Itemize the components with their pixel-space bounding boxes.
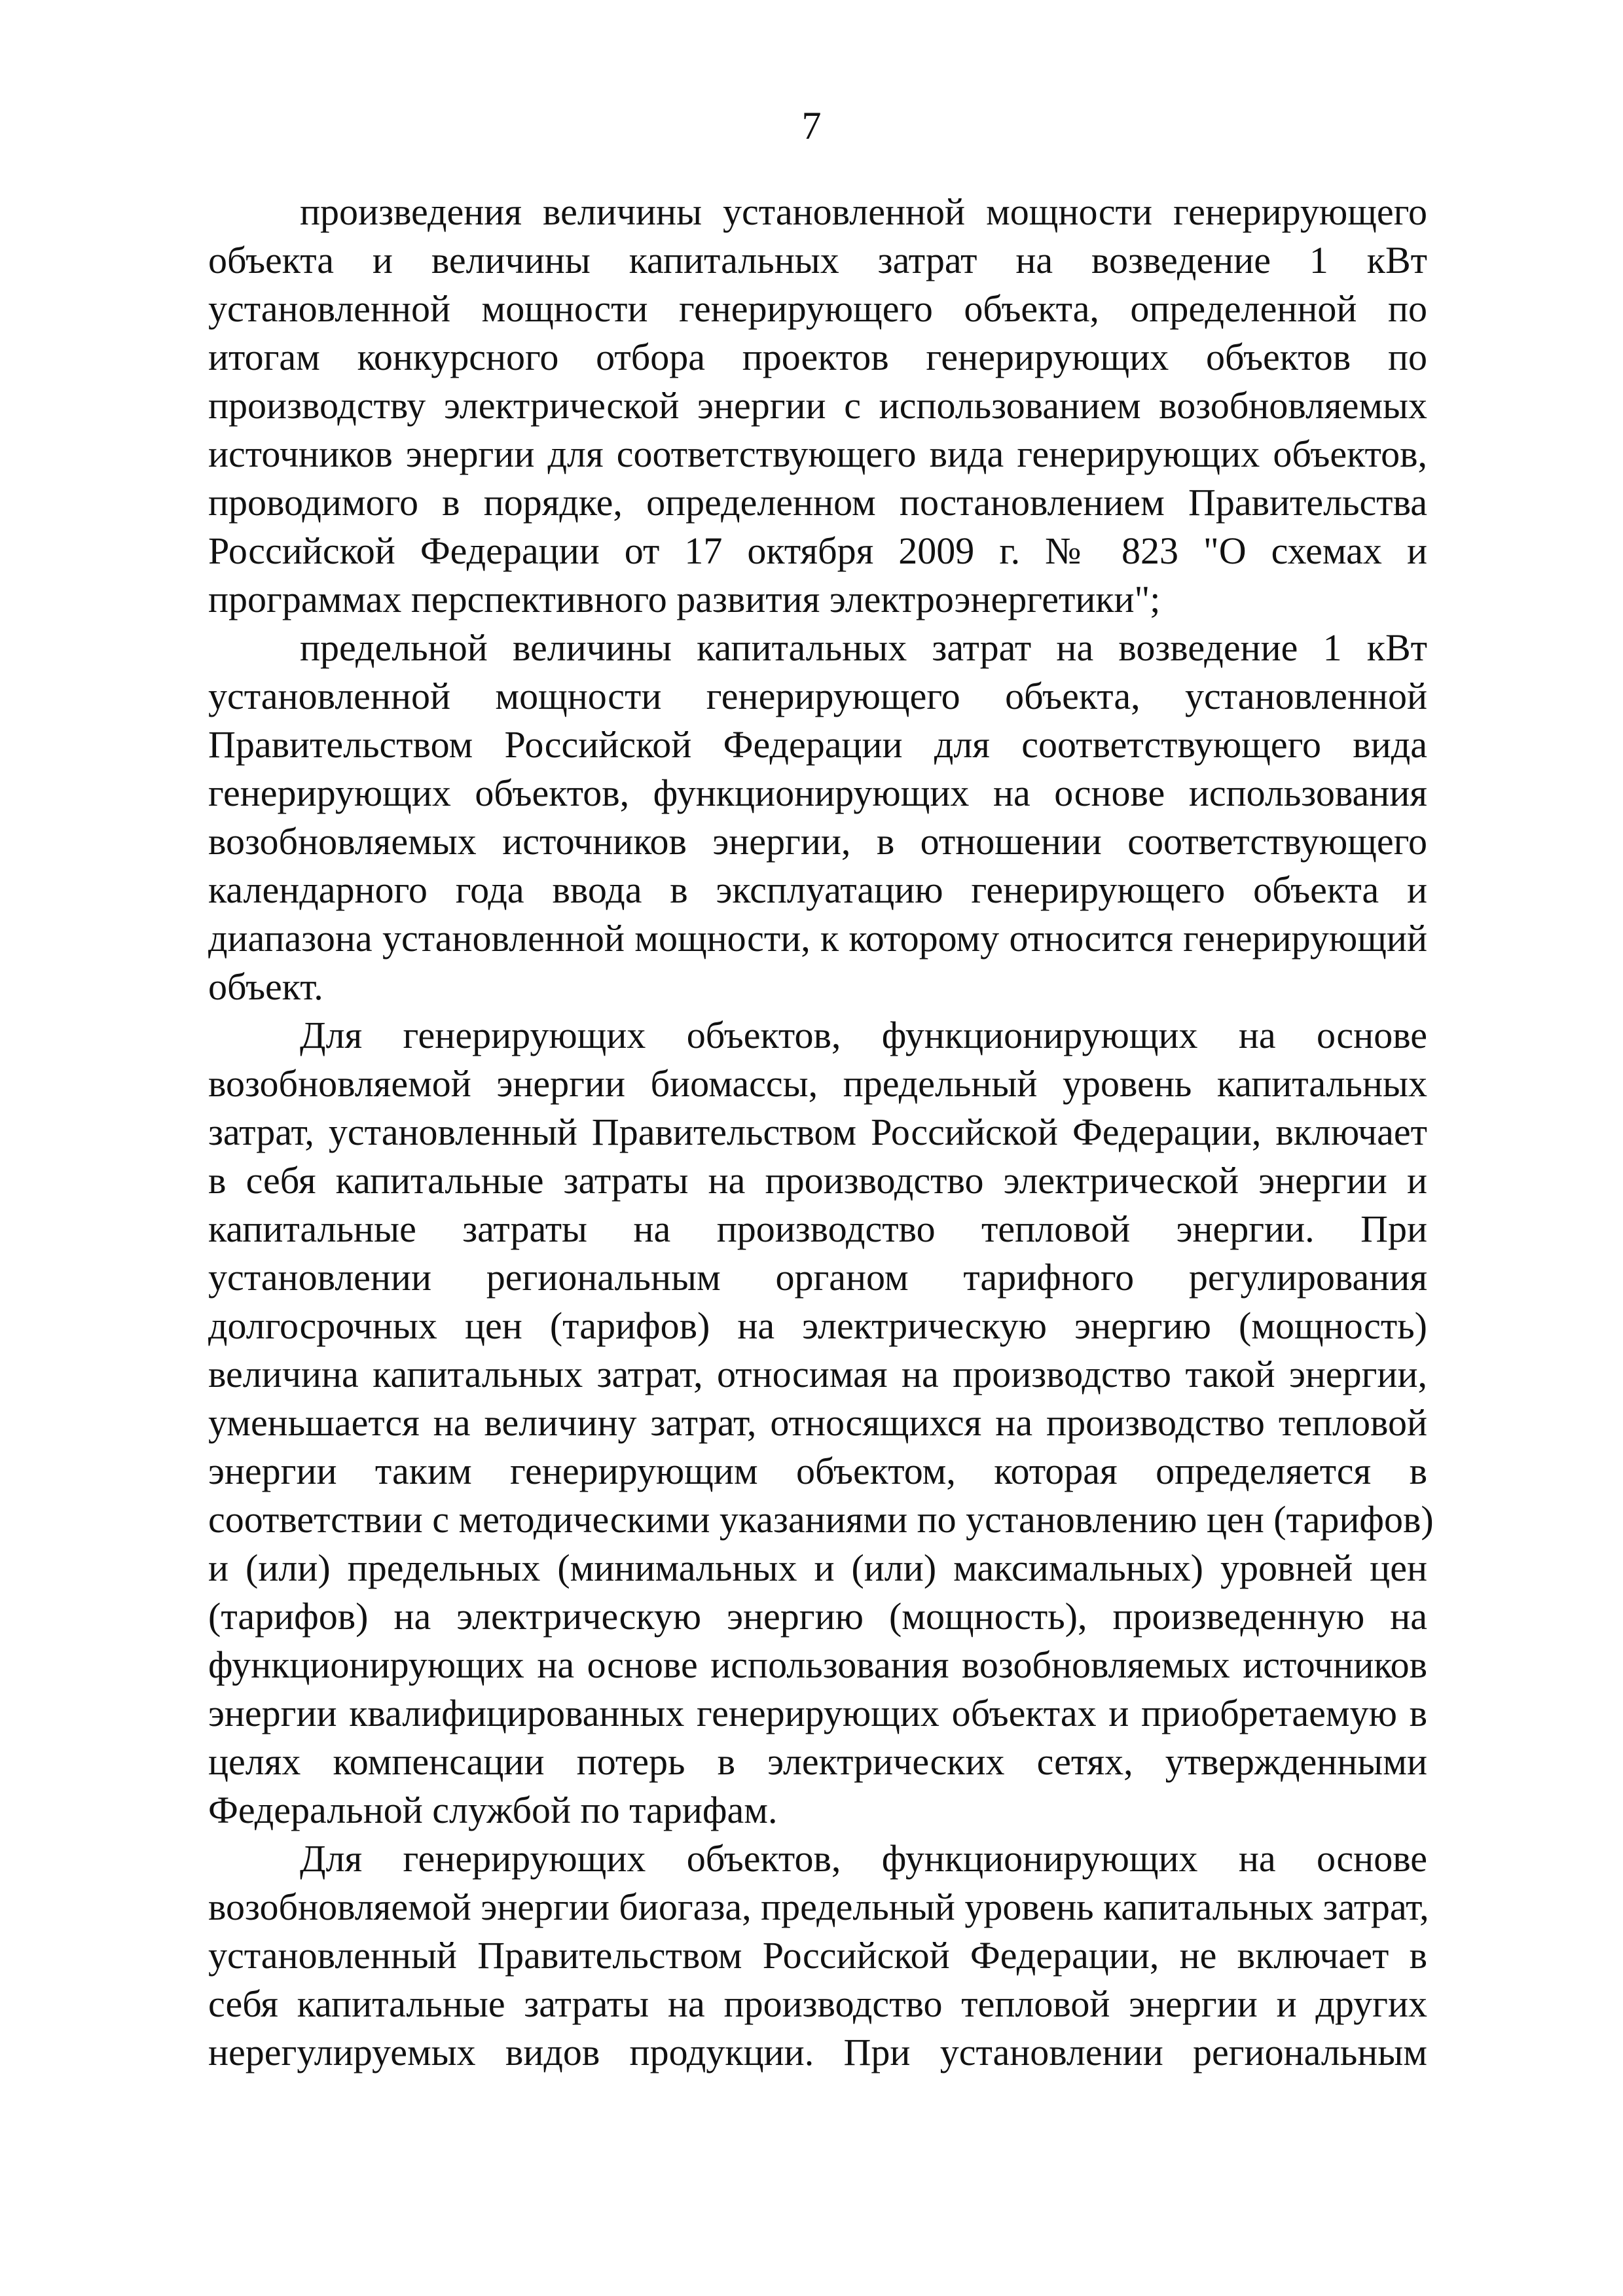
- text-line: проводимого в порядке, определенном постановлением Правительства: [208, 481, 1427, 524]
- text-line: целях компенсации потерь в электрических сетях, утвержденными: [208, 1740, 1427, 1783]
- text-line: величина капитальных затрат, относимая на производство такой энергии,: [208, 1353, 1427, 1395]
- page-number: 7: [801, 104, 822, 147]
- text-line: установлении региональным органом тарифного регулирования: [208, 1256, 1427, 1299]
- text-line: соответствии с методическими указаниями по установлению цен (тарифов): [208, 1498, 1434, 1541]
- text-line: программах перспективного развития электроэнергетики";: [208, 578, 1161, 620]
- text-line: установленной мощности генерирующего объекта, установленной: [208, 675, 1427, 717]
- text-line: нерегулируемых видов продукции. При установлении региональным: [208, 2031, 1427, 2073]
- text-line: календарного года ввода в эксплуатацию генерирующего объекта и: [208, 869, 1427, 911]
- text-line: объекта и величины капитальных затрат на возведение 1 кВт: [208, 239, 1427, 281]
- paragraph: [208, 1011, 1434, 1835]
- text-line: Правительством Российской Федерации для соответствующего вида: [208, 723, 1427, 766]
- text-line: установленный Правительством Российской Федерации, не включает в: [208, 1934, 1427, 1977]
- text-line: долгосрочных цен (тарифов) на электрическую энергию (мощность): [208, 1304, 1427, 1347]
- text-line: возобновляемых источников энергии, в отношении соответствующего: [208, 820, 1427, 863]
- text-line: генерирующих объектов, функционирующих на основе использования: [208, 772, 1427, 814]
- text-line: Для генерирующих объектов, функционирующих на основе: [300, 1014, 1427, 1056]
- text-line: производству электрической энергии с использованием возобновляемых: [208, 384, 1427, 427]
- text-line: источников энергии для соответствующего вида генерирующих объектов,: [208, 433, 1427, 475]
- text-line: возобновляемой энергии биомассы, предельный уровень капитальных: [208, 1062, 1427, 1105]
- paragraph: [208, 624, 1427, 1011]
- text-line: и (или) предельных (минимальных и (или) максимальных) уровней цен: [208, 1547, 1427, 1589]
- text-line: предельной величины капитальных затрат на возведение 1 кВт: [300, 626, 1427, 669]
- paragraph: [208, 1835, 1427, 2077]
- body-text: [208, 188, 1434, 2077]
- text-line: установленной мощности генерирующего объекта, определенной по: [208, 287, 1427, 330]
- text-line: в себя капитальные затраты на производство электрической энергии и: [208, 1159, 1427, 1202]
- text-line: Российской Федерации от 17 октября 2009 г. № 823 "О схемах и: [208, 529, 1427, 572]
- text-line: диапазона установленной мощности, к которому относится генерирующий: [208, 917, 1427, 960]
- text-line: капитальные затраты на производство тепловой энергии. При: [208, 1208, 1427, 1250]
- text-line: произведения величины установленной мощности генерирующего: [300, 190, 1427, 233]
- text-line: объект.: [208, 965, 323, 1008]
- text-line: функционирующих на основе использования возобновляемых источников: [208, 1643, 1427, 1686]
- text-line: (тарифов) на электрическую энергию (мощность), произведенную на: [208, 1595, 1427, 1638]
- text-line: энергии квалифицированных генерирующих объектах и приобретаемую в: [208, 1692, 1427, 1734]
- text-line: итогам конкурсного отбора проектов генерирующих объектов по: [208, 336, 1427, 378]
- text-line: затрат, установленный Правительством Российской Федерации, включает: [208, 1111, 1427, 1153]
- paragraph: [208, 188, 1427, 624]
- text-line: себя капитальные затраты на производство тепловой энергии и других: [208, 1982, 1427, 2025]
- text-line: возобновляемой энергии биогаза, предельный уровень капитальных затрат,: [208, 1886, 1429, 1928]
- text-line: уменьшается на величину затрат, относящихся на производство тепловой: [208, 1401, 1427, 1444]
- text-line: Для генерирующих объектов, функционирующих на основе: [300, 1837, 1427, 1880]
- text-line: Федеральной службой по тарифам.: [208, 1789, 778, 1831]
- text-line: энергии таким генерирующим объектом, которая определяется в: [208, 1450, 1427, 1492]
